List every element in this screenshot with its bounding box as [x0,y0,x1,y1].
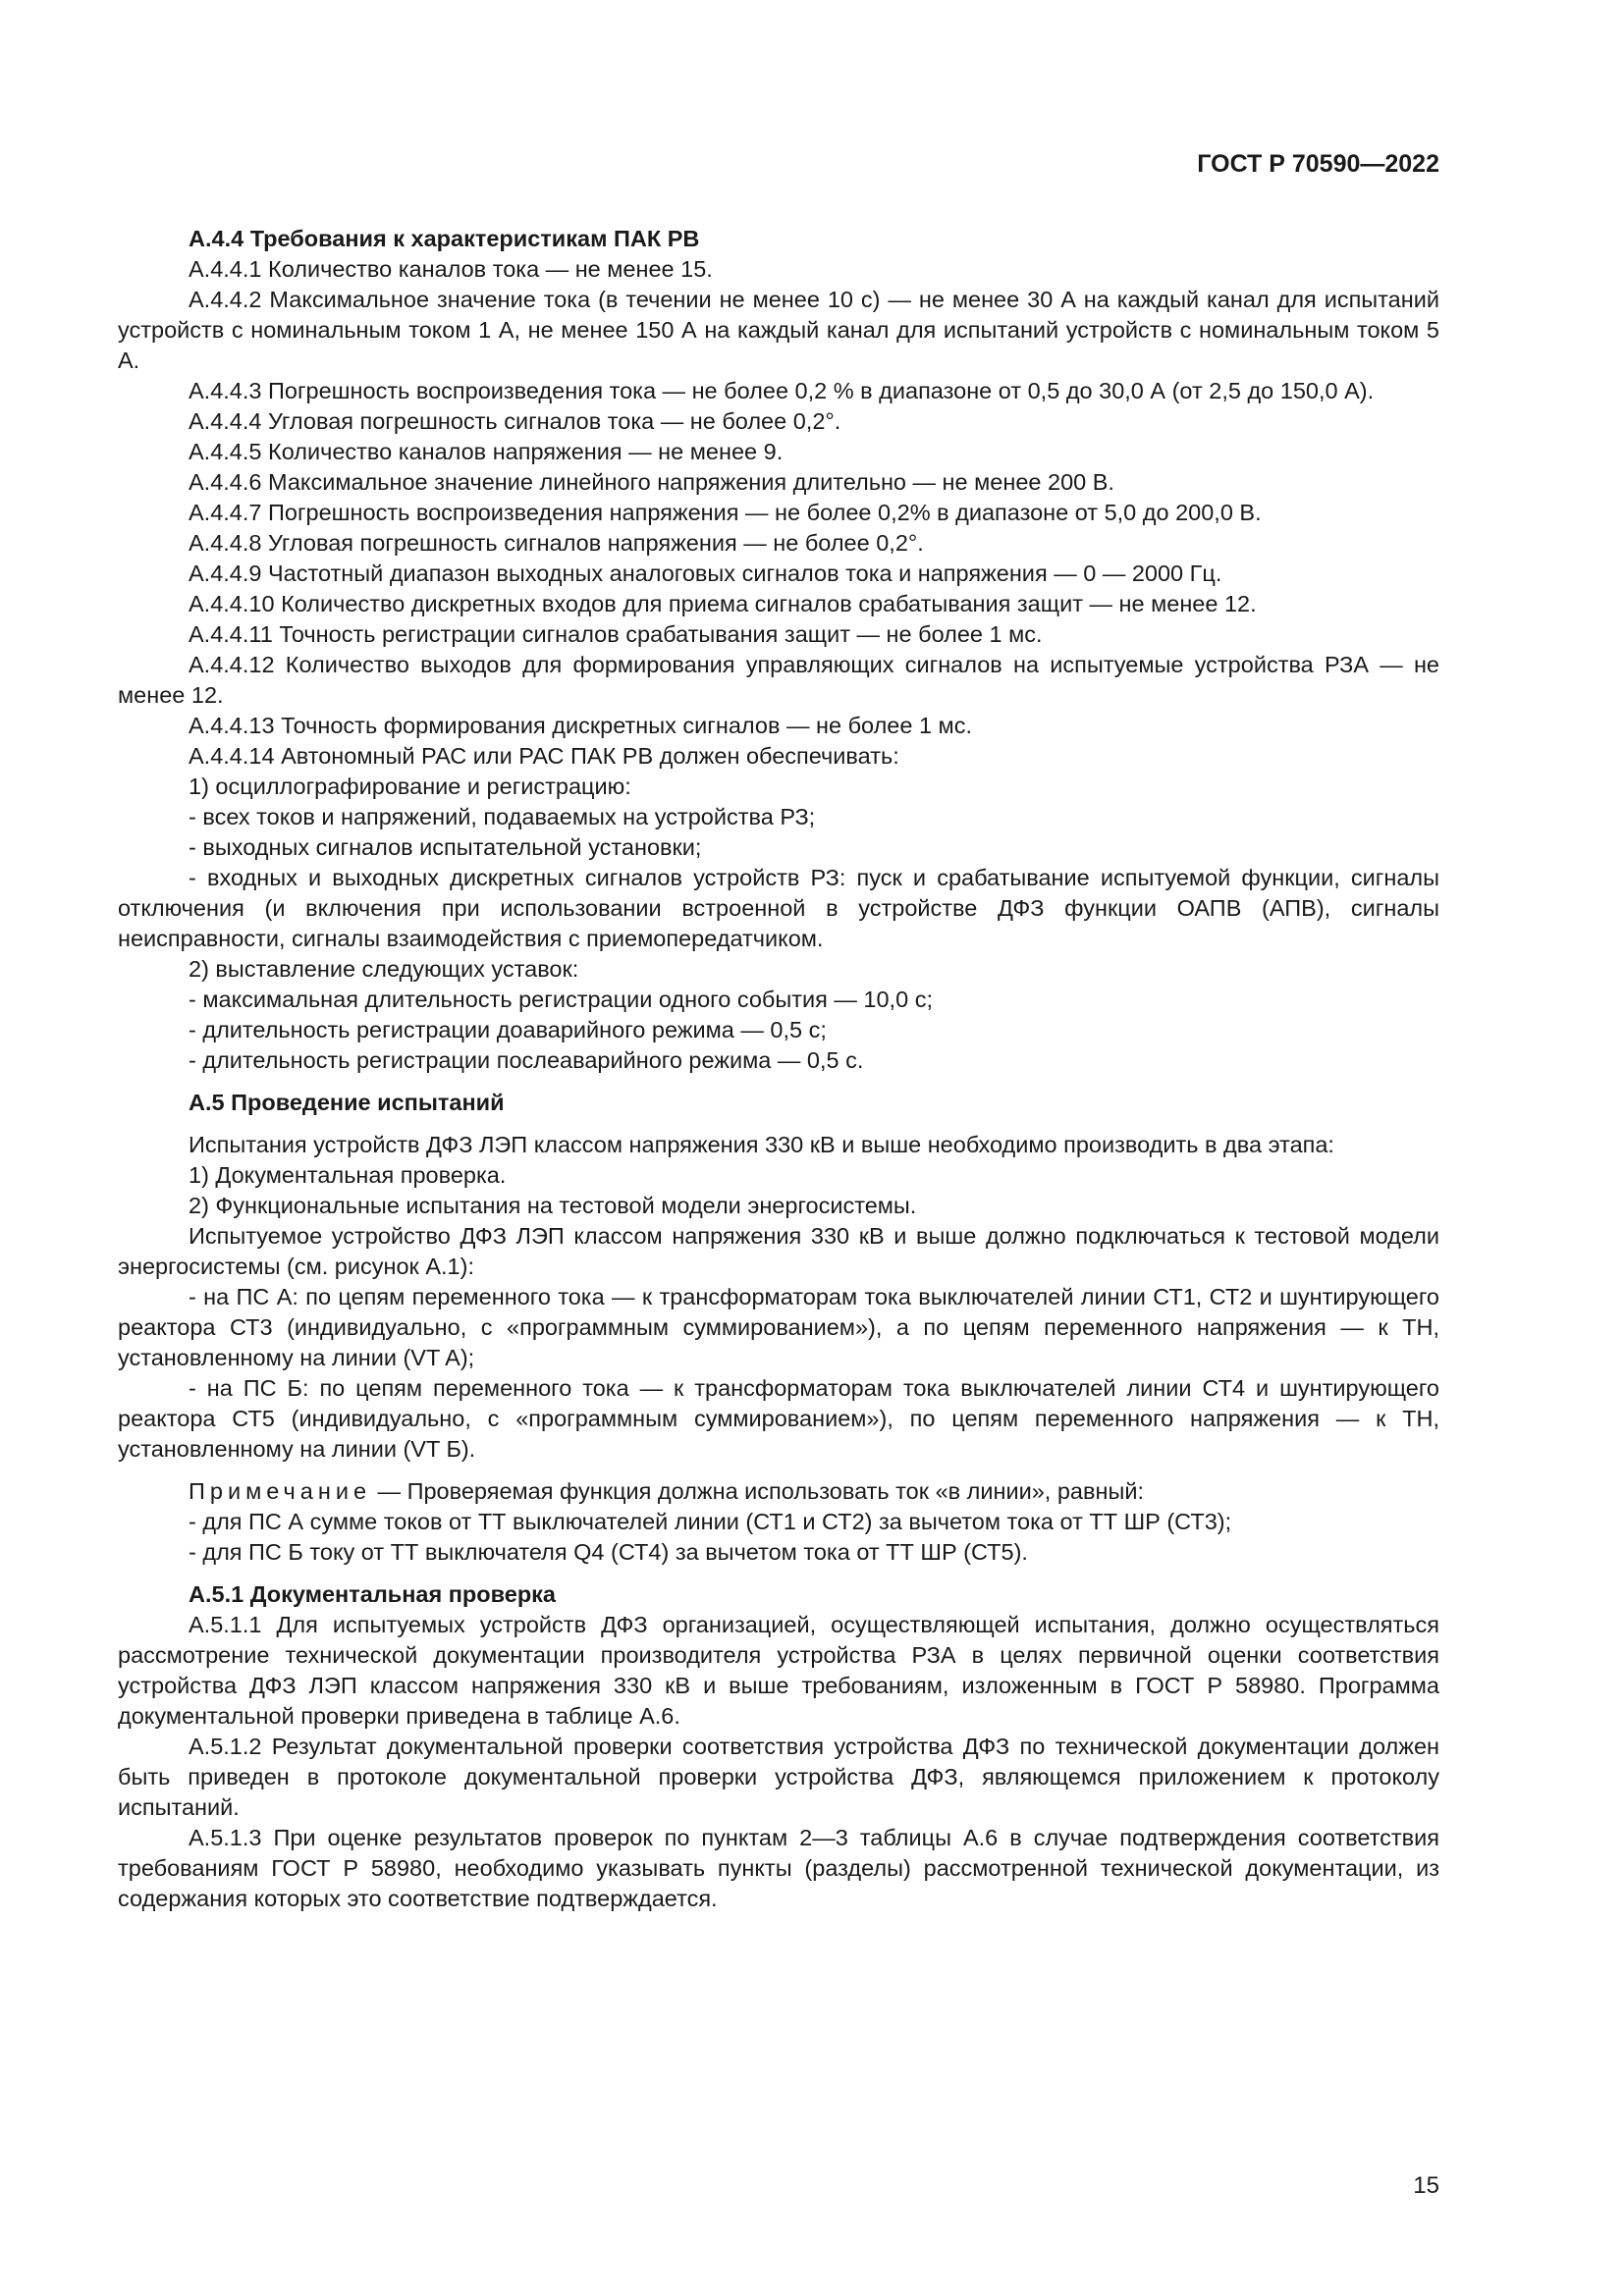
paragraph: А.4.4.9 Частотный диапазон выходных аналоговых сигналов тока и напряжения — 0 — 2000 Гц. [189,561,1222,586]
paragraph: А.4.4.2 Максимальное значение тока (в течении не менее 10 с) — не менее 30 А на каждый канал для испытаний устройств с номинальным током 1 А, не менее 150 А на каждый канал для испытаний устройств с номинальным током 5 А. [118,287,1439,373]
section-heading-a44: А.4.4 Требования к характеристикам ПАК РВ [189,226,700,251]
paragraph: А.4.4.3 Погрешность воспроизведения тока — не более 0,2 % в диапазоне от 0,5 до 30,0 А (от 2,5 до 150,0 А). [189,378,1375,403]
paragraph: А.4.4.7 Погрешность воспроизведения напряжения — не более 0,2% в диапазоне от 5,0 до 200,0 В. [189,500,1262,525]
paragraph: А.4.4.6 Максимальное значение линейного напряжения длительно — не менее 200 В. [189,469,1114,495]
list-item: 1) Документальная проверка. [189,1162,507,1188]
note-item: - для ПС Б току от ТТ выключателя Q4 (СТ4) за вычетом тока от ТТ ШР (СТ5). [189,1539,1028,1565]
paragraph: А.5.1.1 Для испытуемых устройств ДФЗ организацией, осуществляющей испытания, должно осуществляться рассмотрение технической документации производителя устройства РЗА в целях первичной оценки соответствия устройства ДФЗ ЛЭП классом напряжения 330 кВ и выше требованиям, изложенным в ГОСТ Р 58980. Программа документальной проверки приведена в таблице А.6. [118,1612,1439,1729]
paragraph: А.4.4.1 Количество каналов тока — не менее 15. [189,256,713,282]
list-item: - всех токов и напряжений, подаваемых на устройства РЗ; [189,804,816,829]
list-item: - максимальная длительность регистрации одного события — 10,0 с; [189,987,933,1012]
note-item: - для ПС А сумме токов от ТТ выключателей линии (СТ1 и СТ2) за вычетом тока от ТТ ШР (СТ3); [189,1509,1232,1534]
list-item: 1) осциллографирование и регистрацию: [189,774,631,799]
list-item: 2) выставление следующих уставок: [189,956,579,982]
paragraph: А.5.1.2 Результат документальной проверки соответствия устройства ДФЗ по технической документации должен быть приведен в протоколе документальной проверки устройства ДФЗ, являющемся приложением к протоколу испытаний. [118,1734,1439,1820]
list-item: - на ПС Б: по цепям переменного тока — к трансформаторам тока выключателей линии СТ4 и шунтирующего реактора СТ5 (индивидуально, с «программным суммированием»), по цепям переменного напряжения — к ТН, установленному на линии (VT Б). [118,1375,1439,1462]
paragraph: А.4.4.11 Точность регистрации сигналов срабатывания защит — не более 1 мс. [189,621,1043,647]
list-item: - входных и выходных дискретных сигналов устройств РЗ: пуск и срабатывание испытуемой функции, сигналы отключения (и включения при использовании встроенной в устройстве ДФЗ функции ОАПВ (АПВ), сигналы неисправности, сигналы взаимодействия с приемопередатчиком. [118,865,1439,951]
paragraph: А.4.4.14 Автономный РАС или РАС ПАК РВ должен обеспечивать: [189,743,899,769]
list-item: - выходных сигналов испытательной установки; [189,834,702,860]
paragraph: А.4.4.4 Угловая погрешность сигналов тока — не более 0,2°. [189,408,841,434]
paragraph: А.4.4.8 Угловая погрешность сигналов напряжения — не более 0,2°. [189,530,924,556]
document-body [118,224,1439,1914]
page-number: 15 [1413,2172,1439,2199]
note-label: Примечание [189,1478,372,1504]
list-item: - длительность регистрации доаварийного режима — 0,5 с; [189,1017,827,1042]
note-text: — Проверяемая функция должна использовать ток «в линии», равный: [371,1478,1144,1504]
section-heading-a5: А.5 Проведение испытаний [189,1090,505,1115]
section-heading-a51: А.5.1 Документальная проверка [189,1581,557,1607]
paragraph: Испытуемое устройство ДФЗ ЛЭП классом напряжения 330 кВ и выше должно подключаться к тестовой модели энергосистемы (см. рисунок А.1): [118,1223,1439,1279]
paragraph: А.4.4.5 Количество каналов напряжения — не менее 9. [189,439,784,464]
paragraph: А.4.4.12 Количество выходов для формирования управляющих сигналов на испытуемые устройства РЗА — не менее 12. [118,652,1439,708]
list-item: - на ПС А: по цепям переменного тока — к трансформаторам тока выключателей линии СТ1, СТ2 и шунтирующего реактора СТ3 (индивидуально, с «программным суммированием»), а по цепям переменного напряжения — к ТН, установленному на линии (VT A); [118,1284,1439,1370]
note [118,1476,1439,1507]
document-header: ГОСТ Р 70590—2022 [1197,150,1439,178]
paragraph: А.4.4.10 Количество дискретных входов для приема сигналов срабатывания защит — не менее 12. [189,591,1257,616]
paragraph: А.5.1.3 При оценке результатов проверок по пунктам 2—3 таблицы А.6 в случае подтверждения соответствия требованиям ГОСТ Р 58980, необходимо указывать пункты (разделы) рассмотренной технической документации, из содержания которых это соответствие подтверждается. [118,1825,1439,1911]
list-item: - длительность регистрации послеаварийного режима — 0,5 с. [189,1047,864,1073]
paragraph: А.4.4.13 Точность формирования дискретных сигналов — не более 1 мс. [189,713,972,738]
paragraph: Испытания устройств ДФЗ ЛЭП классом напряжения 330 кВ и выше необходимо производить в два этапа: [189,1132,1334,1157]
list-item: 2) Функциональные испытания на тестовой модели энергосистемы. [189,1193,917,1218]
